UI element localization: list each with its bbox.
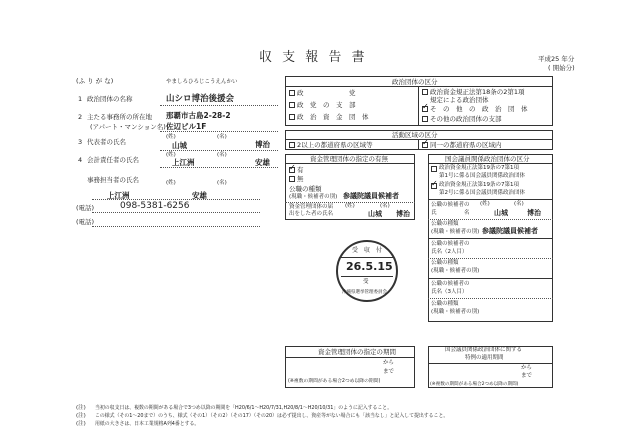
fund-designator-mei-mark: (名)	[380, 203, 390, 209]
fund-office-type-label: 公職の種類	[289, 185, 322, 193]
org-type-item-5[interactable]: ✓ そ の 他 の 政 治 団 体	[422, 105, 528, 113]
rep-mei: 博治	[255, 140, 270, 149]
treasurer-label: 会計責任者の氏名	[87, 156, 139, 164]
footnote-2-text: 用紙の大きさは、日本工業規格A列4番とする。	[95, 421, 200, 427]
rep-label: 代表者の氏名	[87, 138, 126, 146]
activity-area-item-1[interactable]: ✓ 同一の都道府県の区域内	[422, 141, 502, 149]
treasurer-sei-mark: (姓)	[166, 152, 176, 158]
rep-sei-mark: (姓)	[166, 134, 176, 140]
diet-member-mei: 博治	[527, 209, 541, 217]
diet-period-title-1: 国会議員関係政治団体に関する	[445, 347, 523, 353]
diet-office2-label: 公職の種類	[431, 260, 459, 266]
diet-group-item-2[interactable]: ✓ 政治資金規正法第19条の7第1項	[431, 182, 519, 189]
fund-designator-label-1: 資金管理団体の届	[289, 204, 334, 210]
footnote-0-text: 当初の収支日は、複数の期間がある場合で3つめ以降の期間を「H20/6/1～H20/7/31,H20/8/1～H20/10/31」のように記入すること。	[95, 405, 393, 411]
address-value-2: 佐辺ビル1F	[166, 122, 207, 131]
address-label: 主たる事務所の所在地	[87, 113, 152, 121]
footnote-0-mark: (注)	[76, 405, 86, 411]
diet-period-to: まで	[521, 373, 533, 379]
rep-mei-mark: (名)	[217, 134, 227, 140]
fund-group-title: 資金管理団体の指定の有無	[310, 155, 388, 163]
phone2-line	[92, 226, 260, 227]
clerk-line	[92, 199, 260, 200]
stamp-top: 受 収 付	[352, 247, 383, 254]
diet-office-label: 公職の種類	[431, 221, 459, 227]
diet-member-label-2: 氏 名	[431, 210, 470, 216]
diet-member3-label-1: 公職の候補者の	[431, 281, 470, 287]
footnote-1-mark: (注)	[76, 413, 86, 419]
rep-line	[160, 150, 278, 151]
org-type-checkbox-1[interactable]	[289, 102, 295, 108]
diet-group-checkbox-0[interactable]	[431, 166, 437, 172]
fund-designator-sei-mark: (姓)	[345, 203, 355, 209]
treasurer-mei-mark: (名)	[217, 152, 227, 158]
diet-group-checkbox-2[interactable]	[431, 183, 437, 189]
receipt-stamp	[336, 240, 398, 302]
report-year: 平成25 年分	[538, 55, 575, 63]
group-name-num: 1	[78, 95, 83, 103]
diet-office3-sub: (現職・候補者の別)	[431, 309, 480, 315]
fund-office-type-value: 参議院議員候補者	[343, 192, 399, 200]
fund-period-title: 資金管理団体の指定の期間	[318, 348, 396, 356]
diet-office-sub: (現職・候補者の別)	[431, 229, 480, 235]
fund-period-to: まで	[383, 369, 395, 375]
clerk-sei: 上江洲	[107, 191, 130, 200]
fund-period-note: (※複数の期間がある場合2つめ以降の期間)	[288, 379, 381, 384]
diet-group-item-1: 第1号に係る国会議員関係政治団体	[439, 173, 526, 179]
org-type-item-6[interactable]: その他の政治団体の支部	[422, 115, 502, 123]
diet-period-title-2: 特例の適用期間	[465, 355, 504, 361]
diet-office-value: 参議院議員候補者	[482, 227, 538, 235]
fund-group-no-checkbox[interactable]	[289, 176, 295, 182]
org-type-item-2[interactable]: 政 治 資 金 団 体	[289, 113, 369, 121]
org-type-item-0[interactable]: 政 党	[289, 89, 356, 97]
diet-period-note: (※複数の期間がある場合2つめ以降の期間)	[430, 382, 519, 387]
diet-group-item-3: 第2号に係る国会議員関係政治団体	[439, 190, 526, 196]
org-type-item-4: 規定による政治団体	[430, 96, 489, 104]
fund-office-type-sub: (現職・候補者の別)	[289, 194, 338, 200]
clerk-mei: 安雄	[192, 191, 207, 200]
address-num: 2	[78, 113, 83, 121]
activity-area-item-0[interactable]: 2以上の都道府県の区域等	[289, 141, 373, 149]
clerk-mei-mark: (名)	[217, 180, 227, 186]
group-name-line	[160, 105, 278, 106]
activity-area-title: 活動区域の区分	[392, 131, 438, 139]
phone-line	[92, 212, 260, 213]
clerk-label: 事務担当者の氏名	[87, 176, 139, 184]
diet-member-mei-mark: (名)	[514, 201, 524, 207]
treasurer-sei: 上江洲	[172, 158, 195, 167]
fund-period-from: から	[383, 360, 395, 366]
diet-period-from: から	[521, 365, 533, 371]
diet-member-sei-mark: (姓)	[480, 201, 490, 207]
treasurer-mei: 安雄	[255, 158, 270, 167]
diet-group-item-0[interactable]: 政治資金規正法第19条の7第1項	[431, 165, 519, 172]
diet-member-label-1: 公職の候補者の	[431, 202, 470, 208]
org-type-checkbox-3[interactable]	[422, 89, 428, 95]
diet-office3-label: 公職の種類	[431, 301, 459, 307]
fund-group-yes[interactable]: ✓ 有	[289, 166, 304, 174]
address-line	[160, 131, 278, 132]
group-name-label: 政治団体の名称	[87, 95, 133, 103]
group-name-value: 山シロ博治後援会	[166, 94, 235, 104]
address-sublabel: (アパート・マンション名)	[90, 123, 166, 131]
stamp-date: 26.5.15	[346, 260, 393, 273]
phone-label: (電話)	[76, 204, 95, 212]
rep-sei: 山城	[172, 141, 187, 150]
page-title: 収 支 報 告 書	[259, 50, 368, 65]
org-type-title: 政治団体の区分	[392, 78, 438, 86]
org-type-checkbox-5[interactable]	[422, 106, 428, 112]
stamp-bottom: 沖縄県選挙管理委員会	[342, 290, 387, 295]
diet-member2-label-1: 公職の候補者の	[431, 241, 470, 247]
phone2-label: (電話)	[76, 218, 95, 226]
org-type-checkbox-2[interactable]	[289, 114, 295, 120]
org-type-item-3[interactable]: 政治資金規正法第18条の2第1項	[422, 88, 525, 96]
org-type-checkbox-6[interactable]	[422, 116, 428, 122]
furigana-value: やましろひろじこうえんかい	[166, 79, 238, 85]
rep-num: 3	[78, 138, 83, 146]
org-type-checkbox-0[interactable]	[289, 90, 295, 96]
fund-designator-label-2: 出をした者の氏名	[289, 211, 334, 217]
phone-value: 098-5381-6256	[120, 201, 190, 211]
address-value-1: 那覇市古島2-28-2	[166, 111, 231, 120]
org-type-item-1[interactable]: 政 党 の 支 部	[289, 101, 356, 109]
furigana-label: (ふ り が な)	[76, 77, 114, 85]
footnote-1-text: この様式（その1～20まで）のうち、様式（その1）（その2）（その17）（その20）は必ず提出し、資産等がない場合にも「該当なし」と記入して提出すること。	[95, 413, 449, 419]
activity-area-checkbox-1[interactable]	[422, 142, 428, 148]
stamp-mark: 受	[363, 279, 369, 285]
fund-group-yes-checkbox[interactable]	[289, 167, 295, 173]
period-note: ( 開始分)	[548, 64, 575, 72]
diet-office2-sub: (現職・候補者の別)	[431, 268, 480, 274]
diet-member2-label-2: 氏名（2人目）	[431, 249, 468, 255]
clerk-sei-mark: (姓)	[166, 180, 176, 186]
diet-member3-label-2: 氏名（3人目）	[431, 289, 468, 295]
treasurer-line	[160, 167, 278, 168]
fund-designator-sei: 山城	[368, 210, 382, 218]
diet-member-sei: 山城	[494, 209, 508, 217]
footnote-2-mark: (注)	[76, 421, 86, 427]
activity-area-checkbox-0[interactable]	[289, 142, 295, 148]
fund-designator-mei: 博治	[396, 210, 410, 218]
treasurer-num: 4	[78, 156, 83, 164]
diet-group-title: 国会議員関係政治団体の区分	[445, 155, 530, 163]
fund-group-no[interactable]: 無	[289, 175, 304, 183]
